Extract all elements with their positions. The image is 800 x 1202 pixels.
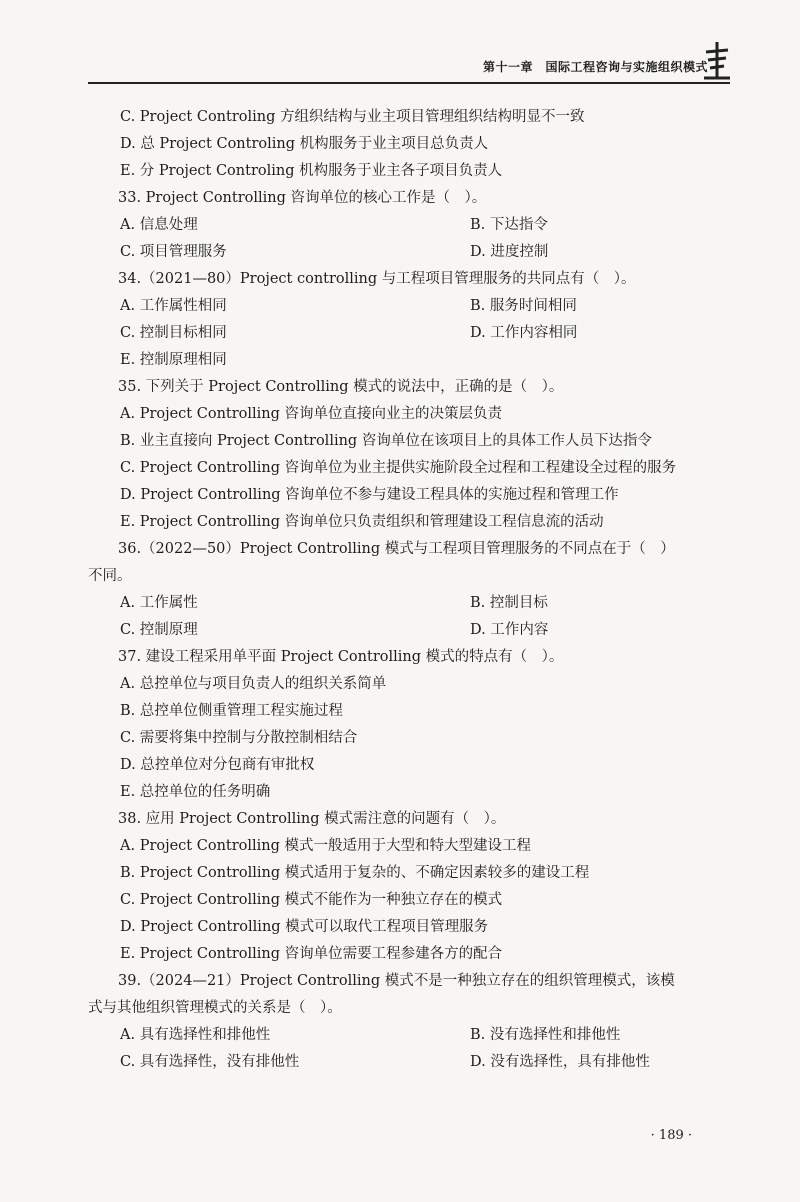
- question-36-continued: 不同。: [88, 568, 132, 584]
- option: A. 总控单位与项目负责人的组织关系简单: [120, 676, 387, 692]
- option: A. Project Controlling 咨询单位直接向业主的决策层负责: [120, 406, 503, 422]
- option: B. 没有选择性和排他性: [470, 1027, 621, 1043]
- option: D. 没有选择性，具有排他性: [470, 1054, 650, 1070]
- text-line: E. 分 Project Controling 机构服务于业主各子项目负责人: [120, 163, 503, 179]
- question-38: 38. 应用 Project Controlling 模式需注意的问题有（ ）。: [118, 811, 506, 827]
- text-line: D. 总 Project Controling 机构服务于业主项目总负责人: [120, 136, 489, 152]
- question-36: 36.（2022—50）Project Controlling 模式与工程项目管理服务的不同点在于（ ）: [118, 541, 675, 557]
- option-row: [88, 320, 728, 347]
- question-39-continued: 式与其他组织管理模式的关系是（ ）。: [88, 1000, 342, 1016]
- option: C. Project Controlling 咨询单位为业主提供实施阶段全过程和工程建设全过程的服务: [120, 460, 677, 476]
- option: A. Project Controlling 模式一般适用于大型和特大型建设工程: [120, 838, 532, 854]
- option: B. 业主直接向 Project Controlling 咨询单位在该项目上的具体工作人员下达指令: [120, 433, 652, 449]
- option: D. 工作内容: [470, 622, 549, 638]
- option-row: [88, 617, 728, 644]
- running-header: [88, 56, 730, 84]
- option: C. 项目管理服务: [120, 244, 227, 260]
- option: D. 工作内容相同: [470, 325, 578, 341]
- option: D. Project Controlling 模式可以取代工程项目管理服务: [120, 919, 489, 935]
- option-row: [88, 590, 728, 617]
- option: E. 总控单位的任务明确: [120, 784, 271, 800]
- option: B. 下达指令: [470, 217, 548, 233]
- option-row: [88, 1022, 728, 1049]
- option: C. 控制目标相同: [120, 325, 227, 341]
- option: B. 控制目标: [470, 595, 548, 611]
- option-row: [88, 293, 728, 320]
- question-37: 37. 建设工程采用单平面 Project Controlling 模式的特点有（ ）。: [118, 649, 564, 665]
- option: A. 信息处理: [120, 217, 198, 233]
- option: E. Project Controlling 咨询单位只负责组织和管理建设工程信息流的活动: [120, 514, 604, 530]
- question-39: 39.（2024—21）Project Controlling 模式不是一种独立存在的组织管理模式，该模: [118, 973, 675, 989]
- chapter-title: 第十一章 国际工程咨询与实施组织模式: [482, 60, 708, 74]
- option: C. Project Controlling 模式不能作为一种独立存在的模式: [120, 892, 503, 908]
- option: B. 服务时间相同: [470, 298, 577, 314]
- option-row: [88, 1049, 728, 1076]
- option: E. Project Controlling 咨询单位需要工程参建各方的配合: [120, 946, 503, 962]
- option: D. Project Controlling 咨询单位不参与建设工程具体的实施过程和管理工作: [120, 487, 619, 503]
- option-row: [88, 212, 728, 239]
- option: C. 控制原理: [120, 622, 198, 638]
- option: A. 具有选择性和排他性: [120, 1027, 271, 1043]
- option: D. 总控单位对分包商有审批权: [120, 757, 315, 773]
- option: B. Project Controlling 模式适用于复杂的、不确定因素较多的建设工程: [120, 865, 590, 881]
- publisher-mark-icon: [700, 40, 734, 80]
- option: A. 工作属性相同: [120, 298, 227, 314]
- option-row: [88, 239, 728, 266]
- question-33: 33. Project Controlling 咨询单位的核心工作是（ ）。: [118, 190, 487, 206]
- text-line: C. Project Controling 方组织结构与业主项目管理组织结构明显不一致: [120, 109, 585, 125]
- option: D. 进度控制: [470, 244, 549, 260]
- option: E. 控制原理相同: [120, 352, 227, 368]
- page-number: · 189 ·: [650, 1128, 692, 1143]
- question-35: 35. 下列关于 Project Controlling 模式的说法中，正确的是（ ）。: [118, 379, 564, 395]
- option: B. 总控单位侧重管理工程实施过程: [120, 703, 343, 719]
- question-34: 34.（2021—80）Project controlling 与工程项目管理服务的共同点有（ ）。: [118, 271, 636, 287]
- option: C. 具有选择性，没有排他性: [120, 1054, 300, 1070]
- option: A. 工作属性: [120, 595, 198, 611]
- question-list: [88, 104, 728, 1076]
- option: C. 需要将集中控制与分散控制相结合: [120, 730, 358, 746]
